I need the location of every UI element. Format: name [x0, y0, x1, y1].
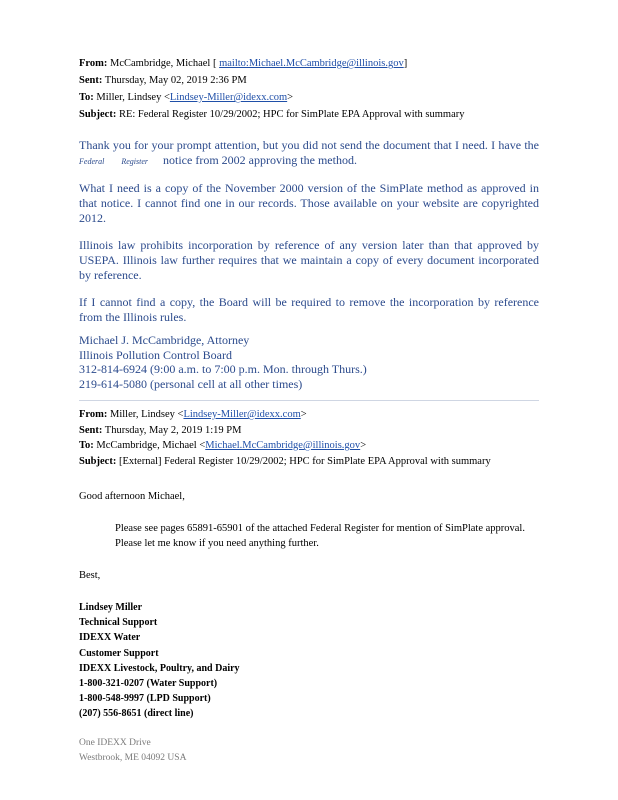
to-email-link[interactable]: Lindsey-Miller@idexx.com — [169, 92, 288, 103]
signature-line: IDEXX Water — [79, 632, 141, 644]
email2-subject-row — [79, 454, 539, 470]
from-email-link[interactable]: Lindsey-Miller@idexx.com — [183, 409, 301, 420]
email-document — [79, 55, 539, 766]
signature-line: Lindsey Miller — [79, 602, 143, 613]
to-label: To: — [79, 92, 94, 103]
sent-label: Sent: — [79, 424, 103, 436]
p1-register: Register — [121, 157, 148, 166]
from-label: From: — [79, 409, 108, 420]
to-email-link[interactable]: Michael.McCambridge@illinois.gov — [205, 440, 361, 451]
signature-line: 1-800-548-9997 (LPD Support) — [79, 693, 211, 705]
sent-label: Sent: — [79, 75, 103, 86]
subject-label: Subject: — [79, 455, 117, 467]
bracket: > — [287, 92, 294, 103]
to-label: To: — [79, 440, 94, 451]
email1-to-row — [79, 89, 539, 106]
signature-line: 312-814-6924 (9:00 a.m. to 7:00 p.m. Mon. through Thurs.) — [79, 362, 367, 376]
signature-line: 1-800-321-0207 (Water Support) — [79, 678, 218, 690]
to-name: McCambridge, Michael < — [96, 440, 206, 451]
email2-from-row — [79, 407, 539, 423]
bracket: > — [360, 440, 367, 451]
p1-text-end: notice from 2002 approving the method. — [163, 153, 357, 167]
email1-header — [79, 55, 539, 123]
address-line: One IDEXX Drive — [79, 737, 151, 748]
closing: Best, — [79, 570, 101, 581]
signature-line: Customer Support — [79, 647, 159, 659]
signature-line: (207) 556-8651 (direct line) — [79, 708, 194, 720]
signature-line: IDEXX Livestock, Poultry, and Dairy — [79, 662, 240, 674]
email1-paragraph-2: What I need is a copy of the November 2000 version of the SimPlate method as approved in that notice. I cannot find one in our records. Those available on your website are copyrighted 2012. — [79, 181, 539, 225]
email1-paragraph-4: If I cannot find a copy, the Board will be required to remove the incorporation by reference from the Illinois rules. — [79, 295, 539, 324]
email2-signature — [79, 600, 539, 722]
subject-value: [External] Federal Register 10/29/2002; HPC for SimPlate EPA Approval with summary — [118, 455, 491, 467]
message-text: Please see pages 65891-65901 of the attached Federal Register for mention of SimPlate approval. Please let me know if you need anything further. — [115, 523, 525, 549]
sent-value: Thursday, May 02, 2019 2:36 PM — [104, 75, 247, 86]
bracket: > — [300, 409, 307, 420]
from-email-link[interactable]: mailto:Michael.McCambridge@illinois.gov — [219, 58, 404, 69]
email2-sent-row — [79, 423, 539, 439]
from-name: Miller, Lindsey < — [110, 409, 184, 420]
email1-from-row — [79, 55, 539, 72]
email1-sent-row — [79, 72, 539, 89]
from-name: McCambridge, Michael [ — [110, 58, 217, 69]
greeting: Good afternoon Michael, — [79, 491, 185, 502]
signature-line: 219-614-5080 (personal cell at all other times) — [79, 376, 303, 391]
subject-label: Subject: — [79, 109, 117, 120]
signature-line: Technical Support — [79, 617, 158, 629]
from-label: From: — [79, 58, 108, 69]
to-name: Miller, Lindsey < — [96, 92, 170, 103]
email1-paragraph-1 — [79, 138, 539, 169]
address-line: Westbrook, ME 04092 USA — [79, 752, 187, 763]
email2-message — [79, 521, 539, 551]
email2-header — [79, 407, 539, 469]
email1-signature — [79, 333, 539, 391]
email1-paragraph-3: Illinois law prohibits incorporation by reference of any version later than that approved by USEPA. Illinois law further requires that we maintain a copy of every document incorporated by reference. — [79, 238, 539, 282]
email2-body — [79, 489, 539, 583]
signature-line: Illinois Pollution Control Board — [79, 347, 233, 362]
bracket: ] — [403, 58, 408, 69]
email2-address — [79, 736, 539, 766]
signature-line: Michael J. McCambridge, Attorney — [79, 333, 250, 347]
sent-value: Thursday, May 2, 2019 1:19 PM — [104, 424, 242, 436]
email1-subject-row — [79, 106, 539, 123]
p1-text: Thank you for your prompt attention, but you did not send the document that I need. I have the — [79, 138, 539, 152]
divider — [79, 400, 539, 401]
subject-value: RE: Federal Register 10/29/2002; HPC for SimPlate EPA Approval with summary — [118, 109, 465, 120]
email1-body — [79, 138, 539, 325]
p1-federal: Federal — [79, 157, 105, 166]
email2-to-row — [79, 438, 539, 454]
